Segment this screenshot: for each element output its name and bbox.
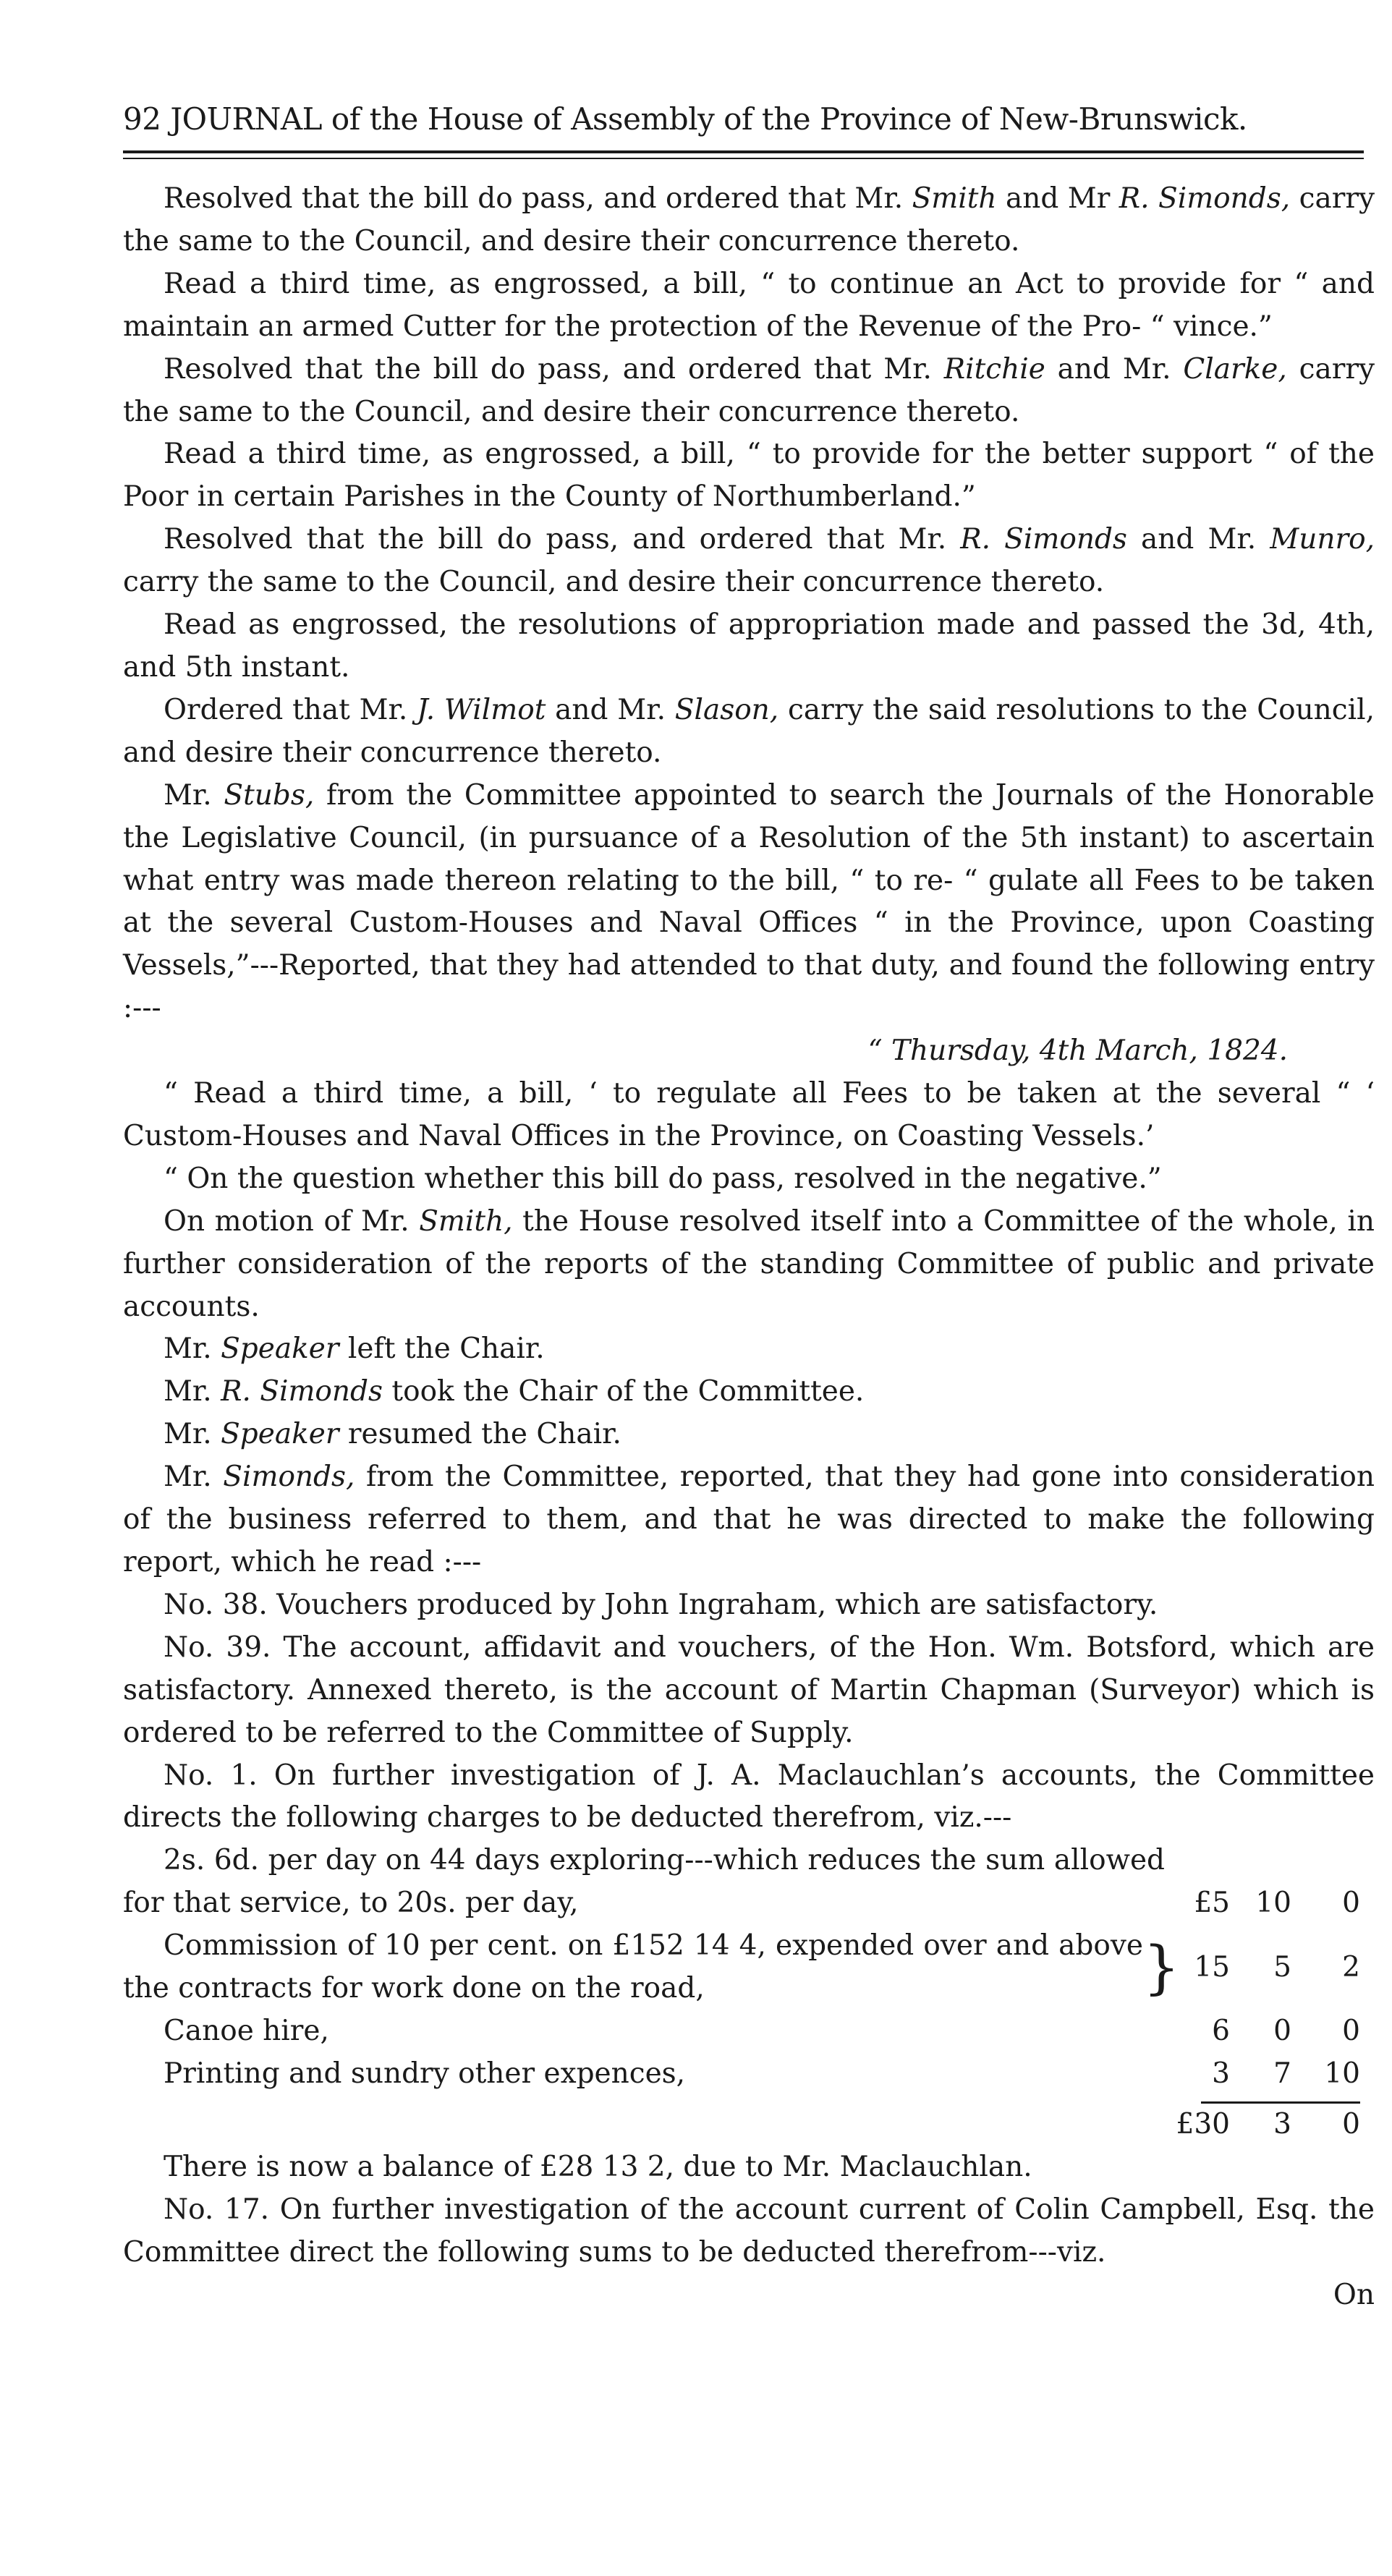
account-item-commission — [123, 1925, 1375, 2010]
account-item-label: Canoe hire, — [164, 2015, 329, 2048]
text: Mr. — [164, 778, 224, 812]
paragraph-ordered-wilmot — [123, 689, 1375, 775]
account-item-label: 2s. 6d. per day on 44 days exploring---which reduces the sum allowed for that service, to 20s. per day, — [123, 1844, 1165, 1920]
pounds: £5 — [1194, 1887, 1230, 1920]
member-name: Smith — [912, 182, 997, 215]
account-total-amount — [1165, 2104, 1375, 2146]
paragraph-resolved-simonds — [123, 519, 1375, 604]
text: Resolved that the bill do pass, and ordered that Mr. — [164, 523, 961, 556]
member-name: Slason, — [674, 693, 779, 726]
text: Mr. — [164, 1461, 224, 1494]
text: Mr. — [164, 1375, 221, 1408]
member-name: R. Simonds, — [1119, 182, 1291, 215]
running-title: JOURNAL of the House of Assembly of the Province of New-Brunswick. — [170, 101, 1247, 137]
paragraph-fees-bill: “ Read a third time, a bill, ‘ to regulate all Fees to be taken at the several “ ‘ Custom-Houses and Naval Offices in the Province, on Coasting Vessels.’ — [123, 1077, 1375, 1152]
text: from the Committee appointed to search the Journals of the Honorable the Legislative Council, (in pursuance of a Resolution of the 5th instant) to ascertain what entry was made thereon relating to the bill, “ to re- “ gulate all Fees to be taken at the several Custom-Houses and Naval Offices “ in the Province, upon Coasting Vessels,”---Reported, that they had attended to that duty, and found the following entry :--- — [123, 778, 1375, 1025]
text: Ordered that Mr. — [164, 693, 417, 726]
paragraph-no-1: No. 1. On further investigation of J. A. Maclauchlan’s accounts, the Committee directs the following charges to be deducted therefrom, viz.--- — [123, 1759, 1375, 1835]
text: the House resolved itself into a Committee of the whole, in further consideration of the reports of the standing Committee of public and private accounts. — [123, 1204, 1375, 1323]
paragraph-armed-cutter-bill: Read a third time, as engrossed, a bill, “ to continue an Act to provide for “ and maintain an armed Cutter for the protection of the Revenue of the Pro- “ vince.” — [123, 267, 1375, 343]
account-item-label: Commission of 10 per cent. on £152 14 4, expended over and above the contracts for work done on the road, — [123, 1929, 1143, 2005]
member-name: Speaker — [221, 1418, 339, 1451]
paragraph-speaker-left — [123, 1328, 1375, 1371]
header-rule — [123, 150, 1364, 159]
paragraph-stubs-report — [123, 775, 1375, 1030]
member-name: Ritchie — [943, 352, 1045, 386]
account-item-label: Printing and sundry other expences, — [164, 2057, 686, 2091]
paragraph-resolved-ritchie — [123, 349, 1375, 434]
text: resumed the Chair. — [339, 1418, 621, 1451]
text: Mr. — [164, 1332, 221, 1366]
paragraph-committee-whole — [123, 1201, 1375, 1329]
account-item-canoe — [123, 2010, 1375, 2053]
member-name: J. Wilmot — [417, 693, 546, 726]
pence: 10 — [1324, 2057, 1360, 2091]
text: Mr. — [164, 1418, 221, 1451]
pence: 0 — [1342, 2107, 1360, 2141]
paragraph-no-38: No. 38. Vouchers produced by John Ingraham, which are satisfactory. — [164, 1588, 1158, 1621]
pounds: 3 — [1212, 2057, 1230, 2091]
account-item-amount — [1165, 1840, 1375, 1925]
text: and Mr. — [1045, 352, 1184, 386]
member-name: Stubs, — [224, 778, 315, 812]
text: and Mr. — [1126, 523, 1270, 556]
paragraph-resolved-smith — [123, 178, 1375, 263]
text: carry the same to the Council, and desire their concurrence thereto. — [123, 566, 1105, 599]
member-name: R. Simonds — [960, 523, 1127, 556]
pounds: 15 — [1194, 1950, 1230, 1984]
text: carry the said resolutions to the Council, and desire their concurrence thereto. — [123, 693, 1375, 769]
pounds: 6 — [1212, 2015, 1230, 2048]
account-item-exploring — [123, 1840, 1375, 1925]
journal-body — [123, 178, 1375, 2317]
paragraph-no-17: No. 17. On further investigation of the account current of Colin Campbell, Esq. the Committee direct the following sums to be deducted therefrom---viz. — [123, 2193, 1375, 2269]
paragraph-simonds-chair — [123, 1371, 1375, 1414]
text: carry the same to the Council, and desire their concurrence thereto. — [123, 182, 1375, 258]
catchword: On — [1333, 2278, 1375, 2311]
text: Resolved that the bill do pass, and ordered that Mr. — [164, 352, 944, 386]
account-item-printing — [123, 2053, 1375, 2096]
shillings: 0 — [1273, 2015, 1291, 2048]
text: from the Committee, reported, that they had gone into consideration of the business referred to them, and that he was directed to make the following report, which he read :--- — [123, 1461, 1375, 1578]
shillings: 10 — [1255, 1887, 1291, 1920]
entry-date: “ Thursday, 4th March, 1824. — [867, 1034, 1288, 1068]
account-item-amount — [1165, 2010, 1375, 2053]
journal-page — [123, 94, 1375, 2317]
account-item-amount — [1165, 1925, 1375, 2010]
paragraph-balance: There is now a balance of £28 13 2, due to Mr. Maclauchlan. — [164, 2150, 1032, 2183]
paragraph-simonds-report — [123, 1456, 1375, 1584]
catchword-line — [123, 2274, 1375, 2317]
text: and Mr. — [546, 693, 675, 726]
shillings: 3 — [1273, 2107, 1291, 2141]
pence: 0 — [1342, 2015, 1360, 2048]
account-item-amount — [1165, 2053, 1375, 2096]
text: On motion of Mr. — [164, 1204, 420, 1238]
shillings: 5 — [1273, 1950, 1291, 1984]
shillings: 7 — [1273, 2057, 1291, 2091]
member-name: R. Simonds — [221, 1375, 383, 1408]
page-number: 92 — [123, 101, 161, 137]
member-name: Clarke, — [1183, 352, 1287, 386]
text: carry the same to the Council, and desire their concurrence thereto. — [123, 352, 1375, 428]
account-total — [123, 2104, 1375, 2146]
paragraph-negative: “ On the question whether this bill do pass, resolved in the negative.” — [164, 1162, 1162, 1195]
member-name: Smith, — [419, 1204, 513, 1238]
member-name: Munro, — [1270, 523, 1375, 556]
paragraph-speaker-resumed — [123, 1414, 1375, 1456]
paragraph-no-39: No. 39. The account, affidavit and vouchers, of the Hon. Wm. Botsford, which are satisfactory. Annexed thereto, is the account of Martin Chapman (Surveyor) which is ordered to be referred to the Committee of Supply. — [123, 1631, 1375, 1749]
curly-brace: } — [1143, 1934, 1180, 2002]
pounds: £30 — [1176, 2107, 1230, 2141]
pence: 0 — [1342, 1887, 1360, 1920]
text: Resolved that the bill do pass, and ordered that Mr. — [164, 182, 912, 215]
running-header — [123, 94, 1375, 145]
text: took the Chair of the Committee. — [383, 1375, 865, 1408]
spacer — [123, 2104, 1165, 2146]
pence: 2 — [1342, 1950, 1360, 1984]
member-name: Simonds, — [223, 1461, 355, 1494]
paragraph-poor-bill: Read a third time, as engrossed, a bill, “ to provide for the better support “ of the Poor in certain Parishes in the County of Northumberland.” — [123, 438, 1375, 514]
paragraph-appropriation: Read as engrossed, the resolutions of appropriation made and passed the 3d, 4th, and 5th instant. — [123, 608, 1375, 684]
text: left the Chair. — [339, 1332, 545, 1366]
text: and Mr — [996, 182, 1119, 215]
member-name: Speaker — [221, 1332, 339, 1366]
